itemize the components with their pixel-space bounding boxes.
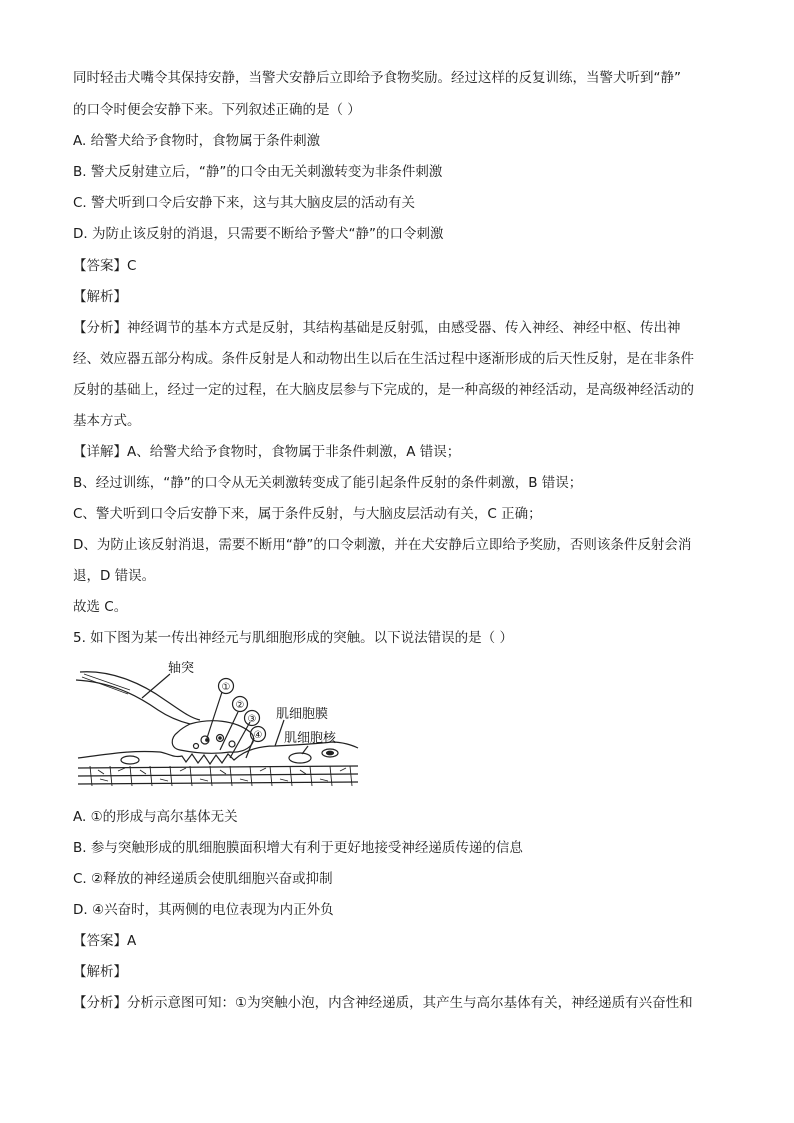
q4-choose: 故选 C。 <box>73 599 128 615</box>
muscle-nucleus <box>289 753 311 763</box>
q5-option-c: C. ②释放的神经递质会使肌细胞兴奋或抑制 <box>73 871 333 887</box>
leader-nucleus <box>302 746 308 754</box>
marker-4: ④ <box>253 730 263 741</box>
q4-analysis-heading: 【解析】 <box>73 289 127 305</box>
label-muscle-nucleus: 肌细胞核 <box>284 731 337 746</box>
q5-analysis-heading: 【解析】 <box>73 964 127 980</box>
q4-option-d: D. 为防止该反射的消退，只需要不断给予警犬“静”的口令刺激 <box>73 226 444 242</box>
q4-analysis-line-3: 反射的基础上，经过一定的过程，在大脑皮层参与下完成的，是一种高级的神经活动，是高级神经活动的 <box>73 382 694 398</box>
synapse-figure <box>70 660 360 790</box>
q4-option-b: B. 警犬反射建立后，“静”的口令由无关刺激转变为非条件刺激 <box>73 164 443 180</box>
q4-detail-line-5: 退，D 错误。 <box>73 568 156 584</box>
q4-analysis-line-4: 基本方式。 <box>73 413 141 429</box>
marker-1: ① <box>221 682 231 693</box>
leader-3 <box>230 722 250 758</box>
q5-option-b: B. 参与突触形成的肌细胞膜面积增大有利于更好地接受神经递质传递的信息 <box>73 840 523 856</box>
q5-answer: 【答案】A <box>73 933 137 949</box>
q4-detail-line-4: D、为防止该反射消退，需要不断用“静”的口令刺激，并在犬安静后立即给予奖励，否则该条件反射会消 <box>73 537 692 553</box>
marker-3: ③ <box>247 714 257 725</box>
label-axon: 轴突 <box>168 661 195 676</box>
q4-option-c: C. 警犬听到口令后安静下来，这与其大脑皮层的活动有关 <box>73 195 416 211</box>
leader-1 <box>207 692 222 738</box>
q4-option-a: A. 给警犬给予食物时，食物属于条件刺激 <box>73 133 321 149</box>
q4-analysis-line-1: 【分析】神经调节的基本方式是反射，其结构基础是反射弧，由感受器、传入神经、神经中枢、传出神 <box>73 320 681 336</box>
marker-2: ② <box>235 700 245 711</box>
q4-detail-line-1: 【详解】A、给警犬给予食物时，食物属于非条件刺激，A 错误； <box>73 444 461 460</box>
q4-detail-line-3: C、警犬听到口令后安静下来，属于条件反射，与大脑皮层活动有关，C 正确； <box>73 506 542 522</box>
q4-stem-line-2: 的口令时便会安静下来。下列叙述正确的是（ ） <box>73 102 361 118</box>
q4-answer: 【答案】C <box>73 258 137 274</box>
leader-membrane <box>275 720 284 746</box>
q5-analysis-line-1: 【分析】分析示意图可知：①为突触小泡，内含神经递质，其产生与高尔基体有关，神经递质有兴奋性和 <box>73 995 693 1011</box>
q5-option-d: D. ④兴奋时，其两侧的电位表现为内正外负 <box>73 902 334 918</box>
q5-stem: 5. 如下图为某一传出神经元与肌细胞形成的突触。以下说法错误的是（ ） <box>73 630 513 646</box>
q4-stem-line-1: 同时轻击犬嘴令其保持安静，当警犬安静后立即给予食物奖励。经过这样的反复训练，当警犬听到“静” <box>73 70 681 86</box>
label-muscle-membrane: 肌细胞膜 <box>276 707 329 722</box>
q5-option-a: A. ①的形成与高尔基体无关 <box>73 809 238 825</box>
axon-lower-edge <box>76 680 190 724</box>
q4-detail-line-2: B、经过训练，“静”的口令从无关刺激转变成了能引起条件反射的条件刺激，B 错误； <box>73 475 583 491</box>
q4-analysis-line-2: 经、效应器五部分构成。条件反射是人和动物出生以后在生活过程中逐渐形成的后天性反射，是在非条件 <box>73 351 694 367</box>
